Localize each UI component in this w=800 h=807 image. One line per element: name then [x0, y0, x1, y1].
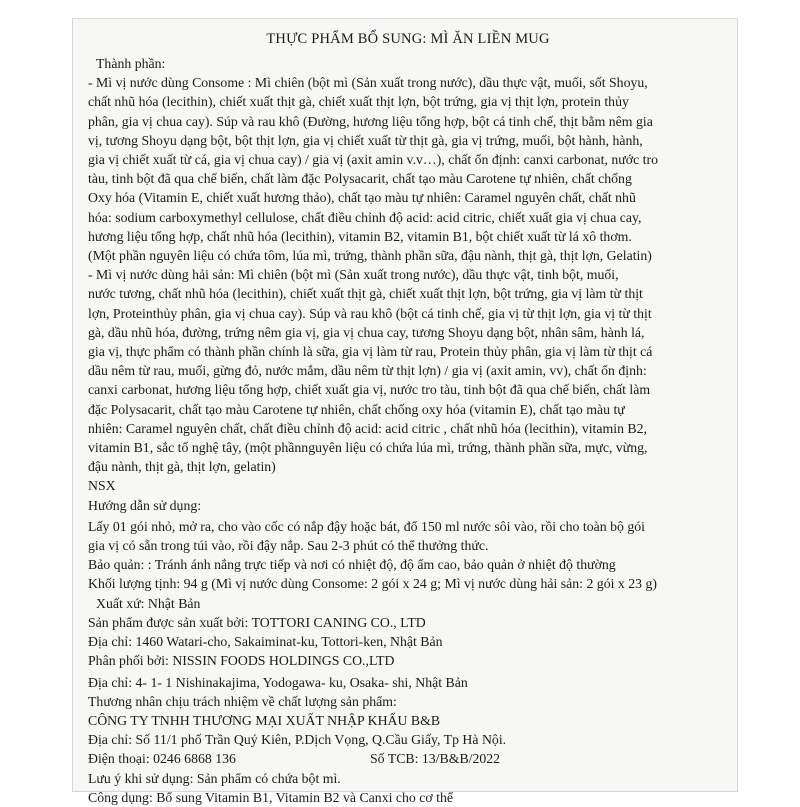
seafood-line: nước tương, chất nhũ hóa (lecithin), chiết xuất thịt gà, chiết xuất thịt lợn, bột trứng, gia vị làm từ thịt: [88, 286, 643, 302]
distributor: Phân phối bởi: NISSIN FOODS HOLDINGS CO.,LTD: [88, 653, 395, 669]
product-benefit: Công dụng: Bổ sung Vitamin B1, Vitamin B2 và Canxi cho cơ thể: [88, 789, 453, 805]
seafood-line: gia vị, thực phẩm có thành phần chính là sữa, gia vị làm từ rau, Protein thủy phân, gia vị làm từ thịt cá: [88, 344, 653, 360]
company-address: Địa chỉ: Số 11/1 phố Trần Quý Kiên, P.Dịch Vọng, Q.Cầu Giấy, Tp Hà Nội.: [88, 732, 507, 748]
seafood-line: lợn, Proteinthủy phân, gia vị chua cay). Súp và rau khô (bột cá tinh chế, gia vị từ thịt lợn, gia vị từ thịt: [88, 305, 652, 321]
net-weight: Khối lượng tịnh: 94 g (Mì vị nước dùng Consome: 2 gói x 24 g; Mì vị nước dùng hải sản: 2 gói x 23 g): [88, 576, 657, 592]
usage-note: Lưu ý khi sử dụng: Sản phẩm có chứa bột mì.: [88, 770, 341, 786]
consome-line: Oxy hóa (Vitamin E, chiết xuất hương thảo), chất tạo màu tự nhiên: Caramel nguyên chất, chất nhũ: [88, 190, 636, 206]
consome-line: - Mì vị nước dùng Consome : Mì chiên (bột mì (Sản xuất trong nước), dầu thực vật, muối, sốt Shoyu,: [88, 75, 648, 91]
seafood-line: canxi carbonat, hương liệu tổng hợp, chiết xuất gia vị, nước tro tàu, tinh bột đã qua chế biến, chất làm: [88, 382, 651, 398]
seafood-line: - Mì vị nước dùng hải sản: Mì chiên (bột mì (Sản xuất trong nước), dầu thực vật, tinh bột, muối,: [88, 267, 619, 283]
seafood-line: đậu nành, thịt gà, thịt lợn, gelatin): [88, 459, 276, 475]
consome-ingredients: [88, 73, 728, 265]
nsx-label: NSX: [88, 478, 116, 494]
consome-line: chất nhũ hóa (lecithin), chiết xuất thịt gà, chiết xuất thịt lợn, bột trứng, gia vị thịt lợn, protein thủy: [88, 94, 629, 110]
seafood-line: nhiên: Caramel nguyên chất, chất điều chỉnh độ acid: acid citric , chất nhũ hóa (lecithin), vitamin B2,: [88, 420, 647, 436]
seafood-ingredients: [88, 265, 728, 476]
storage-info: Bảo quản: : Tránh ánh nắng trực tiếp và nơi có nhiệt độ, độ ẩm cao, bảo quản ở nhiệt độ thường: [88, 557, 616, 573]
consome-line: hương liệu tổng hợp, chất nhũ hóa (lecithin), vitamin B2, vitamin B1, bột chiết xuất từ lá xô thơm.: [88, 228, 632, 244]
contact-row: [88, 749, 728, 768]
consome-line: gia vị chiết xuất từ cá, gia vị chua cay) / gia vị (axit amin v.v…), chất ổn định: canxi carbonat, nước tro: [88, 152, 658, 168]
product-title: THỰC PHẨM BỔ SUNG: MÌ ĂN LIỀN MUG: [266, 31, 550, 47]
seafood-line: đặc Polysacarit, chất tạo màu Carotene tự nhiên, chất chống oxy hóa (vitamin E), chất tạo màu tự: [88, 401, 625, 417]
ingredients-heading: Thành phần:: [96, 56, 166, 71]
seafood-line: dầu nêm từ rau, muối, gừng đỏ, nước mắm, dầu nêm từ thịt lợn) / gia vị (axit amin, vv), chất ổn định:: [88, 363, 647, 379]
consome-line: vị, tương Shoyu dạng bột, bột thịt lợn, gia vị chiết xuất từ thịt gà, gia vị trứng, muối, bột hành, hành,: [88, 132, 643, 148]
manufacturer: Sản phẩm được sản xuất bởi: TOTTORI CANING CO., LTD: [88, 614, 426, 630]
tcb-number: Số TCB: 13/B&B/2022: [370, 751, 501, 767]
consome-line: hóa: sodium carboxymethyl cellulose, chất điều chỉnh độ acid: acid citric, chiết xuất gia vị chua cay,: [88, 209, 642, 225]
manufacturer-address: Địa chỉ: 1460 Watari-cho, Sakaiminat-ku, Tottori-ken, Nhật Bản: [88, 634, 443, 650]
usage-line: Lấy 01 gói nhỏ, mở ra, cho vào cốc có nắp đậy hoặc bát, đổ 150 ml nước sôi vào, rồi cho toàn bộ gói: [88, 518, 645, 534]
usage-heading: Hướng dẫn sử dụng:: [88, 497, 202, 513]
consome-line: phân, gia vị chua cay). Súp và rau khô (Đường, hương liệu tổng hợp, bột cá tinh chế, thịt bằm nêm gia: [88, 113, 653, 129]
origin: Xuất xứ: Nhật Bản: [96, 595, 201, 611]
responsible-heading: Thương nhân chịu trách nhiệm về chất lượng sản phẩm:: [88, 693, 397, 709]
consome-line: (Một phần nguyên liệu có chứa tôm, lúa mì, trứng, thành phần sữa, đậu nành, thịt gà, thịt lợn, Gelatin): [88, 248, 652, 264]
seafood-line: vitamin B1, sắc tố nghệ tây, (một phầnnguyên liệu có chứa lúa mì, trứng, thành phần sữa, mực, vừng,: [88, 440, 648, 456]
company-name: CÔNG TY TNHH THƯƠNG MẠI XUẤT NHẬP KHẨU B&B: [88, 712, 441, 728]
seafood-line: gà, dầu nhũ hóa, đường, trứng nêm gia vị, gia vị chua cay, tương Shoyu dạng bột, nhân sâm, hành lá,: [88, 324, 645, 340]
distributor-address: Địa chỉ: 4- 1- 1 Nishinakajima, Yodogawa- ku, Osaka- shi, Nhật Bản: [88, 674, 468, 690]
label-content: [88, 30, 728, 807]
phone: Điện thoại: 0246 6868 136: [88, 751, 236, 767]
usage-line: gia vị có sẵn trong túi vào, rồi đậy nắp. Sau 2-3 phút có thể thưởng thức.: [88, 538, 489, 554]
consome-line: tàu, tinh bột đã qua chế biến, chất làm đặc Polysacarit, chất tạo màu Carotene tự nhiên, chất chống: [88, 171, 632, 187]
